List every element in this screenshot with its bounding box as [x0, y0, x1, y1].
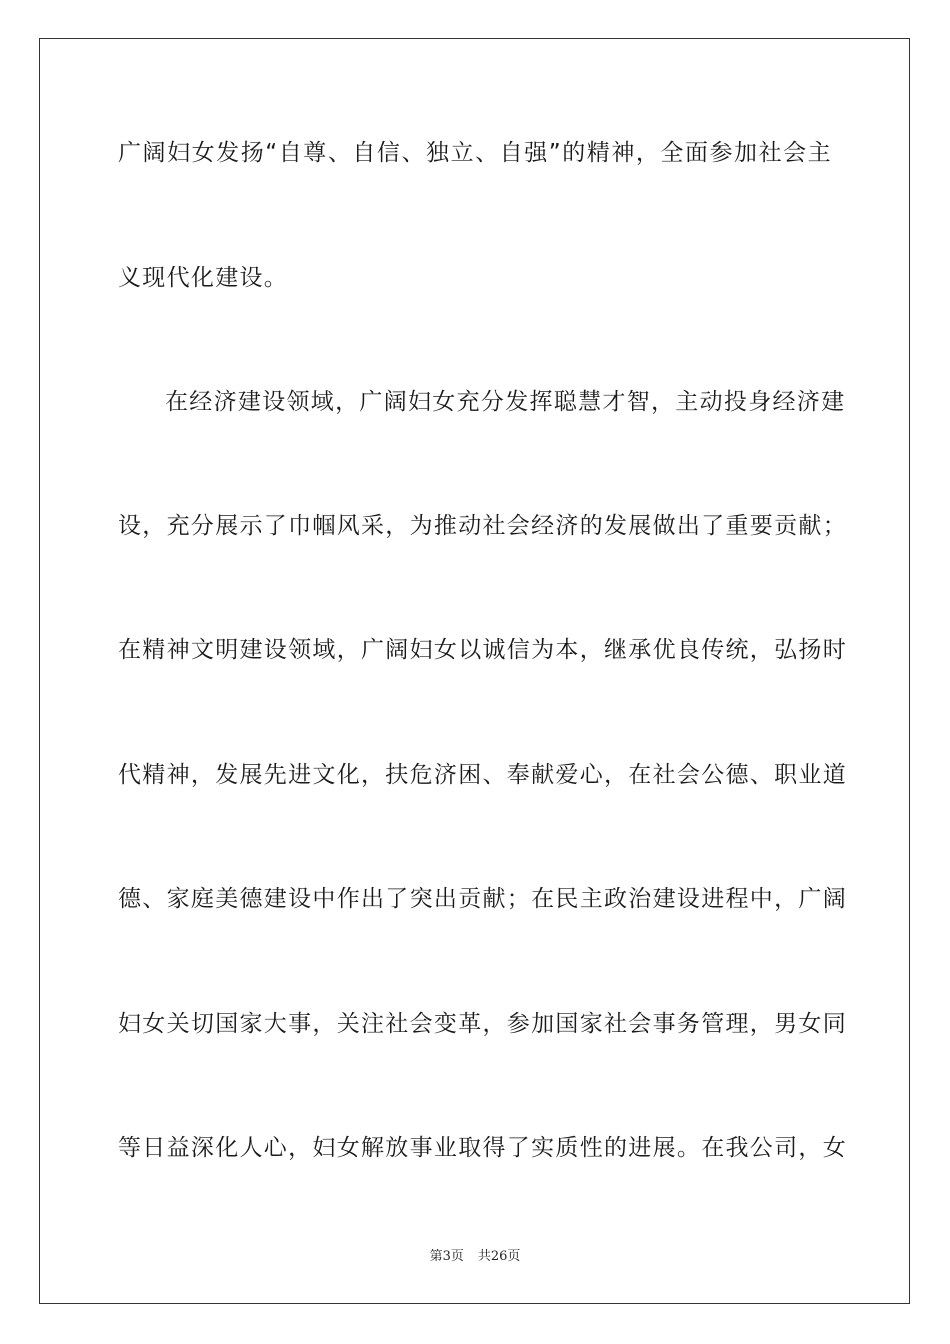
text-line: 等日益深化人心，妇女解放事业取得了实质性的进展。在我公司，女: [118, 1135, 847, 1161]
page-number-current: 第3页: [429, 1249, 464, 1264]
page-footer: [0, 1248, 950, 1266]
text-line: 在精神文明建设领域，广阔妇女以诚信为本，继承优良传统，弘扬时: [118, 637, 847, 663]
text-line: 妇女关切国家大事，关注社会变革，参加国家社会事务管理，男女同: [118, 1011, 847, 1037]
text-line: 广阔妇女发扬“自尊、自信、独立、自强”的精神，全面参加社会主: [118, 140, 832, 166]
text-line: 德、家庭美德建设中作出了突出贡献；在民主政治建设进程中，广阔: [118, 886, 847, 912]
page-border: [39, 38, 910, 1304]
page-number-total: 共26页: [477, 1249, 521, 1264]
paragraph-first-line: 在经济建设领域，广阔妇女充分发挥聪慧才智，主动投身经济建: [165, 389, 846, 415]
text-line: 代精神，发展先进文化，扶危济困、奉献爱心，在社会公德、职业道: [118, 762, 847, 788]
text-line: 设，充分展示了巾帼风采，为推动社会经济的发展做出了重要贡献；: [118, 513, 847, 539]
text-line: 义现代化建设。: [118, 265, 289, 291]
